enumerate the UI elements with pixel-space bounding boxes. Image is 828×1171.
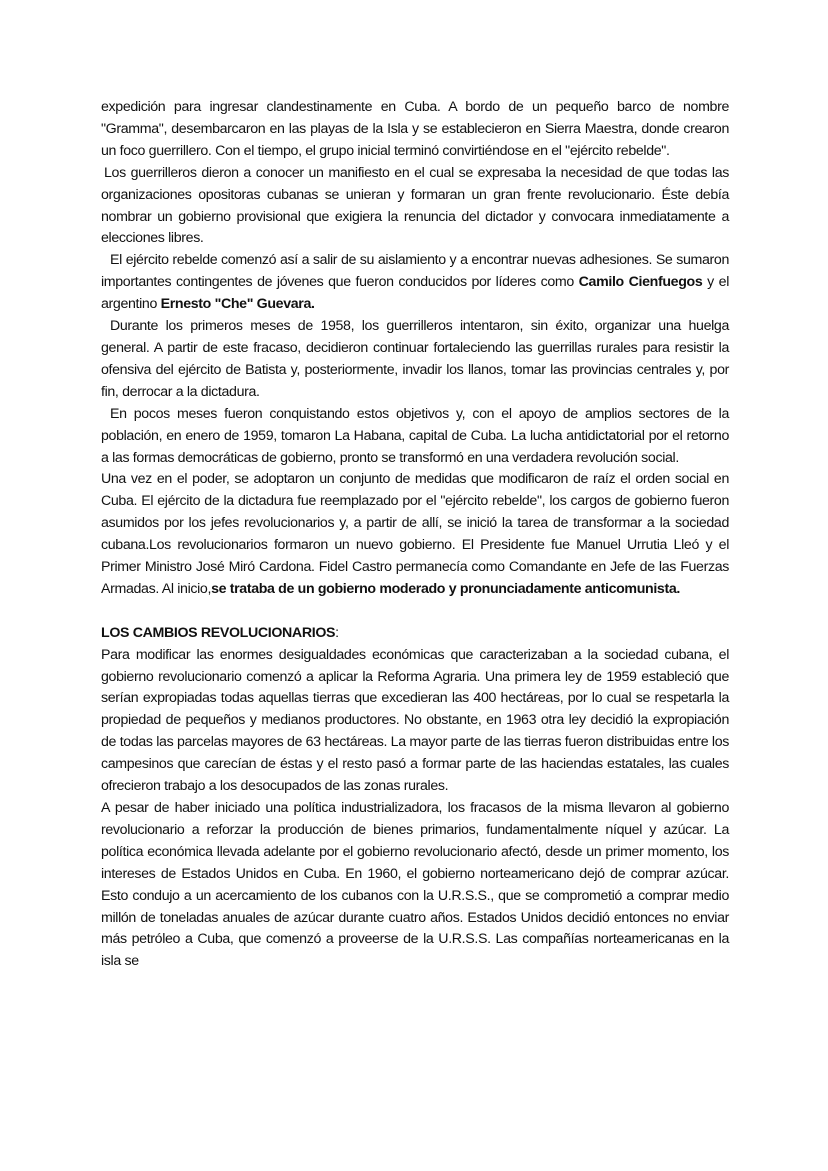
paragraph-manifesto: Los guerrilleros dieron a conocer un manifiesto en el cual se expresaba la necesidad de que todas las organizaciones opositoras cubanas se unieran y formaran un gran frente revolucionario. Éste debía nombrar un gobierno provisional que exigiera la renuncia del dictador y convocara inmediatamente a elecciones libres. bbox=[101, 164, 729, 247]
blank-line bbox=[101, 601, 729, 623]
bold-statement: se trataba de un gobierno moderado y pronunciadamente anticomunista. bbox=[211, 580, 680, 597]
document-page bbox=[101, 97, 729, 973]
paragraph-agrarian-reform: Para modificar las enormes desigualdades económicas que caracterizaban a la sociedad cubana, el gobierno revolucionario comenzó a aplicar la Reforma Agraria. Una primera ley de 1959 estableció que serían expropiadas todas aquellas tierras que excedieran las 400 hectáreas, por lo cual se respetarla la propiedad de pequeños y medianos productores. No obstante, en 1963 otra ley decidió la expropiación de todas las parcelas mayores de 63 hectáreas. La mayor parte de las tierras fueron distribuidas entre los campesinos que carecían de éstas y el resto pasó a formar parte de las haciendas estatales, las cuales ofrecieron trabajo a los desocupados de las zonas rurales. bbox=[101, 646, 729, 795]
paragraph-text: Una vez en el poder, se adoptaron un conjunto de medidas que modificaron de raíz el orden social en Cuba. El ejército de la dictadura fue reemplazado por el "ejército rebelde", los cargos de gobierno fueron asumidos por los jefes revolucionarios y, a partir de allí, se inició la tarea de transformar a la sociedad cubana.Los revolucionarios formaron un nuevo gobierno. El Presidente fue Manuel Urrutia Lleó y el Primer Ministro José Miró Cardona. Fidel Castro permanecía como Comandante en Jefe de las Fuerzas Armadas. Al inicio, bbox=[101, 471, 729, 597]
section-heading-colon: : bbox=[335, 624, 339, 641]
paragraph-rebel-army bbox=[101, 250, 729, 316]
paragraph-havana: En pocos meses fueron conquistando estos objetivos y, con el apoyo de amplios sectores de la población, en enero de 1959, tomaron La Habana, capital de Cuba. La lucha antidictatorial por el retorno a las formas democráticas de gobierno, pronto se transformó en una verdadera revolución social. bbox=[101, 405, 729, 466]
paragraph-economic-policy: A pesar de haber iniciado una política industrializadora, los fracasos de la misma llevaron al gobierno revolucionario a reforzar la producción de bienes primarios, fundamentalmente níquel y azúcar. La política económica llevada adelante por el gobierno revolucionario afectó, desde un primer momento, los intereses de Estados Unidos en Cuba. En 1960, el gobierno norteamericano dejó de comprar azúcar. Esto condujo a un acercamiento de los cubanos con la U.R.S.S., que se comprometió a comprar medio millón de toneladas anuales de azúcar durante cuatro años. Estados Unidos decidió entonces no enviar más petróleo a Cuba, que comenzó a proveerse de la U.R.S.S. Las compañías norteamericanas en la isla se bbox=[101, 799, 729, 970]
paragraph-gramma-expedition: expedición para ingresar clandestinamente en Cuba. A bordo de un pequeño barco de nombre "Gramma", desembarcaron en las playas de la Isla y se establecieron en Sierra Maestra, donde crearon un foco guerrillero. Con el tiempo, el grupo inicial terminó convirtiéndose en el "ejército rebelde". bbox=[101, 99, 729, 159]
paragraph-text: El ejército rebelde comenzó así a salir de su aislamiento y a encontrar nuevas adhesiones. Se sumaron importantes contingentes de jóvenes que fueron conducidos por líderes como bbox=[101, 252, 729, 291]
paragraph-in-power bbox=[101, 469, 729, 600]
paragraph-text: y el argentino bbox=[101, 274, 729, 313]
section-heading bbox=[101, 623, 729, 645]
paragraph-1958: Durante los primeros meses de 1958, los guerrilleros intentaron, sin éxito, organizar una huelga general. A partir de este fracaso, decidieron continuar fortaleciendo las guerrillas rurales para resistir la ofensiva del ejército de Batista y, posteriormente, invadir los llanos, tomar las provincias centrales y, por fin, derrocar a la dictadura. bbox=[101, 318, 729, 400]
bold-name-che: Ernesto "Che" Guevara. bbox=[160, 296, 315, 313]
bold-name-camilo: Camilo Cienfuegos bbox=[578, 274, 703, 291]
section-heading-text: LOS CAMBIOS REVOLUCIONARIOS bbox=[101, 624, 336, 641]
